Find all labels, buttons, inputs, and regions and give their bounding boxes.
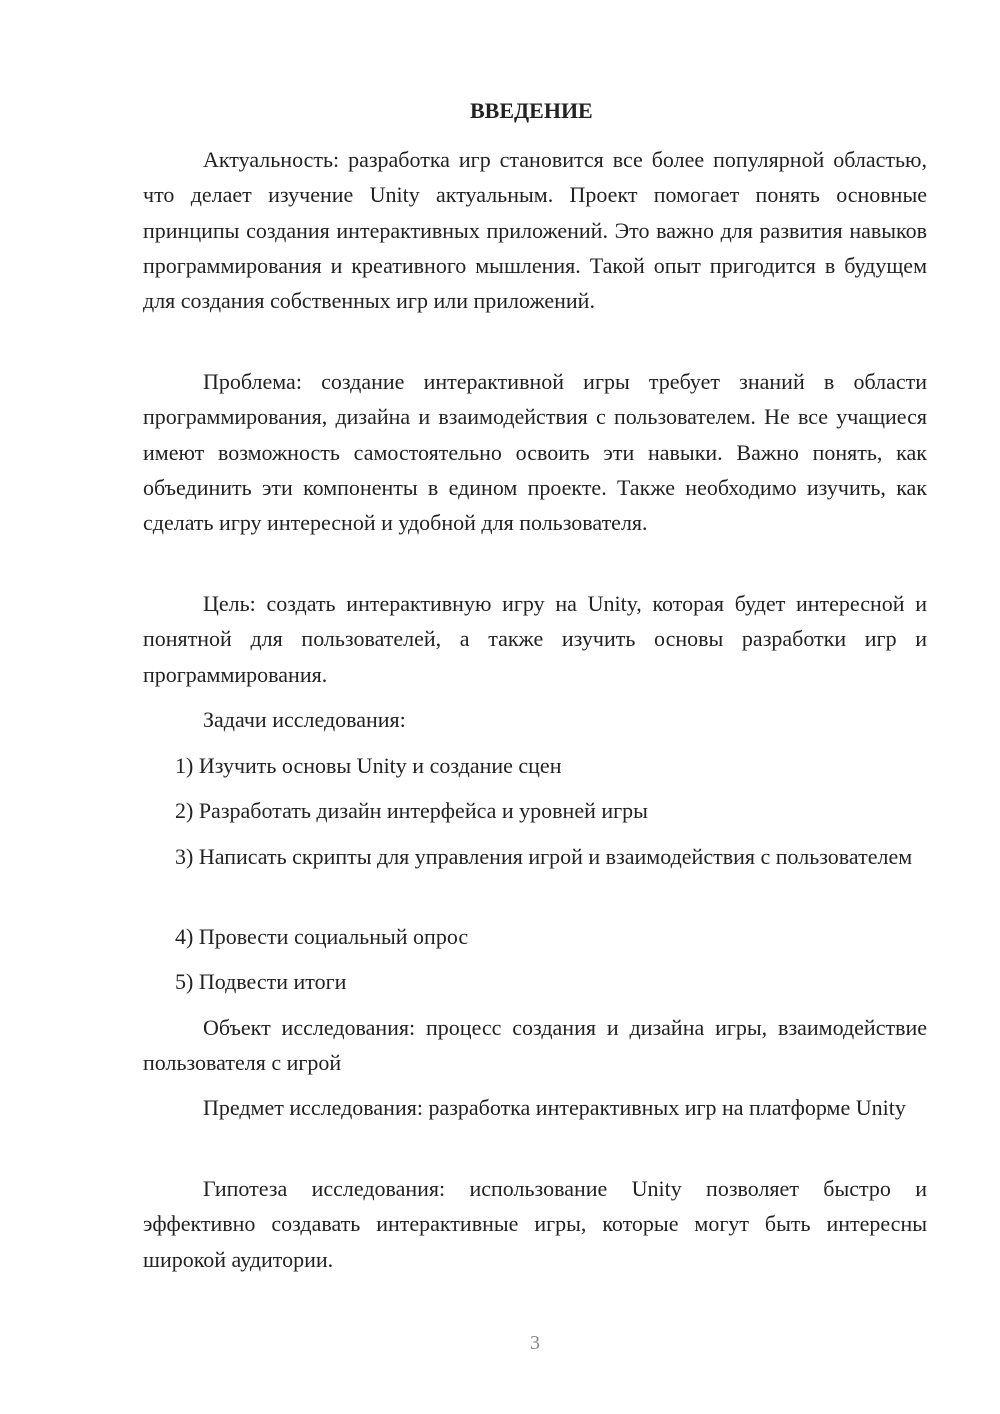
subject-paragraph: Предмет исследования: разработка интерактивных игр на платформе Unity bbox=[203, 1095, 906, 1120]
tasks-heading: Задачи исследования: bbox=[203, 707, 406, 732]
problem-paragraph: Проблема: создание интерактивной игры требует знаний в области программирования, дизайна и взаимодействия с пользователем. Не все учащиеся имеют возможность самостоятельно освоить эти навыки. Важно понять, как объединить эти компоненты в едином проекте. Также необходимо изучить, как сделать игру интересной и удобной для пользователя. bbox=[143, 369, 927, 536]
page-number: 3 bbox=[530, 1332, 540, 1354]
task-item-3: 3) Написать скрипты для управления игрой и взаимодействия с пользователем bbox=[175, 844, 913, 869]
object-paragraph: Объект исследования: процесс создания и дизайна игры, взаимодействие пользователя с игрой bbox=[143, 1015, 927, 1076]
task-item-5: 5) Подвести итоги bbox=[175, 969, 347, 994]
goal-paragraph: Цель: создать интерактивную игру на Unity, которая будет интересной и понятной для пользователей, а также изучить основы разработки игр и программирования. bbox=[143, 591, 927, 687]
task-item-4: 4) Провести социальный опрос bbox=[175, 924, 469, 949]
task-item-1: 1) Изучить основы Unity и создание сцен bbox=[175, 753, 562, 778]
relevance-paragraph: Актуальность: разработка игр становится все более популярной областью, что делает изучение Unity актуальным. Проект помогает понять основные принципы создания интерактивных приложений. Это важно для развития навыков программирования и креативного мышления. Такой опыт пригодится в будущем для создания собственных игр или приложений. bbox=[143, 147, 927, 314]
task-item-2: 2) Разработать дизайн интерфейса и уровней игры bbox=[175, 798, 648, 823]
hypothesis-paragraph: Гипотеза исследования: использование Unity позволяет быстро и эффективно создавать интерактивные игры, которые могут быть интересны широкой аудитории. bbox=[143, 1176, 927, 1272]
page-title: ВВЕДЕНИЕ bbox=[470, 98, 593, 123]
